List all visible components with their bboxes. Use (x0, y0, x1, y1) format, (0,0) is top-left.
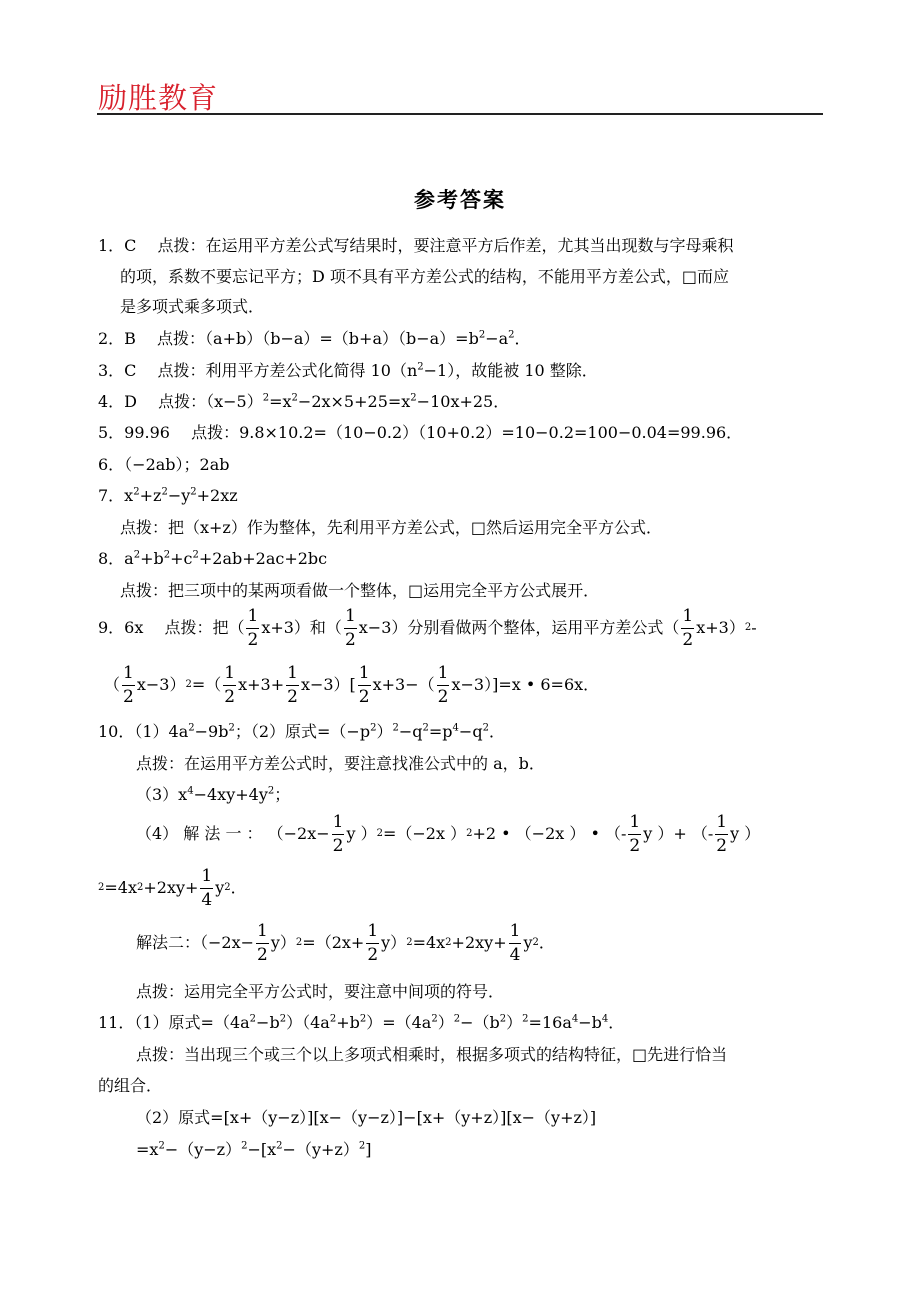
answer-10-part-1-2: 10．$(1)4a^2-9b^2$；（2）原式$=(-p^2)^2-q^2=p^4-q^2$． (98, 722, 505, 741)
answer-6: 6．（−2ab）；2ab (98, 455, 230, 474)
answer-10-method-2: 解法二：（−2x− $\frac{1}{2}$ y） 2 =（2x+ $\frac{1}{2}$ y） 2 =4x 2 +2xy+ $\frac{1}{4}$ y 2 ． (136, 920, 555, 965)
fraction-one-half: $\frac{1}{2}$ (257, 920, 268, 965)
fraction-one-half: $\frac{1}{2}$ (367, 920, 379, 965)
brand-logo-text: 励胜教育 (98, 81, 219, 115)
answer-5: 5．99.96 点拨：9.8×10.2=（10−0.2）（10+0.2）=10−0.2=100−0.04=99.96． (98, 423, 743, 442)
fraction-one-half: $\frac{1}{2}$ (344, 605, 356, 650)
answer-2: 2．B 点拨：$(a+b)(b-a)=(b+a)(b-a)=b^2-a^2$． (98, 329, 531, 348)
answer-10-part-4-line-1: （4） 解 法 一 ： （−2x− $\frac{1}{2}$ y ） 2 =（−2x ） 2 +2 • （−2x ） • （- $\frac{1}{2}$ y ）+ （- $\frac{1}{2}$ y ） (136, 811, 761, 856)
answer-8-note: 点拨：把三项中的某两项看做一个整体，□运用完全平方公式展开． (120, 581, 600, 600)
fraction-one-half: $\frac{1}{2}$ (332, 811, 344, 856)
answer-1-line-1: 1．C 点拨：在运用平方差公式写结果时，要注意平方后作差，尤其当出现数与字母乘积 (98, 236, 734, 255)
answer-11-note-line-1: 点拨：当出现三个或三个以上多项式相乘时，根据多项式的结构特征，□先进行恰当 (136, 1045, 728, 1064)
answer-10-note-1: 点拨：在运用平方差公式时，要注意找准公式中的 a，b． (136, 754, 545, 773)
answer-11-part-2-step: $=x^2-(y-z)^2-[x^2-(y+z)^2]$ (136, 1140, 372, 1159)
fraction-one-half: $\frac{1}{2}$ (682, 605, 694, 650)
answer-9-line-2: （ $\frac{1}{2}$ x−3） 2 =（ $\frac{1}{2}$ x+3+ $\frac{1}{2}$ x−3）[ $\frac{1}{2}$ x+3−（ $\frac{1}{2}$ x−3）]=x • 6=6x． (104, 662, 600, 707)
fraction-one-half: $\frac{1}{2}$ (716, 811, 728, 856)
fraction-one-quarter: $\frac{1}{4}$ (201, 865, 213, 910)
fraction-one-half: $\frac{1}{2}$ (224, 662, 236, 707)
answer-11-part-1: 11．（1）原式$=(4a^2-b^2)(4a^2+b^2)=(4a^2)^2-(b^2)^2=16a^4-b^4$． (98, 1013, 625, 1032)
answer-1-line-3: 是多项式乘多项式． (120, 297, 265, 316)
answer-7-note: 点拨：把（x+z）作为整体，先利用平方差公式，□然后运用完全平方公式． (120, 518, 662, 537)
fraction-one-half: $\frac{1}{2}$ (629, 811, 641, 856)
fraction-one-half: $\frac{1}{2}$ (358, 662, 370, 707)
answer-1-line-2: 的项，系数不要忘记平方；D 项不具有平方差公式的结构，不能用平方差公式，□而应 (120, 267, 730, 286)
answer-11-part-2: （2）原式=[x+（y−z）][x−（y−z）]−[x+（y+z）][x−（y+z）] (136, 1108, 597, 1127)
answer-9-line-1: 9．6x 点拨：把（ $\frac{1}{2}$ x+3）和（ $\frac{1}{2}$ x−3）分别看做两个整体，运用平方差公式（ $\frac{1}{2}$ x+3） 2 - (98, 605, 757, 650)
fraction-one-half: $\frac{1}{2}$ (287, 662, 298, 707)
fraction-one-quarter: $\frac{1}{4}$ (509, 920, 521, 965)
answer-10-part-4-line-2: 2 =4x 2 +2xy+ $\frac{1}{4}$ y 2 ． (98, 865, 247, 910)
answer-10-note-2: 点拨：运用完全平方公式时，要注意中间项的符号． (136, 982, 505, 1001)
header-rule (97, 113, 823, 115)
answer-8: 8．$a^2+b^2+c^2+2ab+2ac+2bc$ (98, 549, 328, 568)
fraction-one-half: $\frac{1}{2}$ (123, 662, 134, 707)
answer-7: 7．$x^2+z^2-y^2+2xz$ (98, 486, 238, 505)
answer-11-note-line-2: 的组合． (98, 1076, 163, 1095)
answer-10-part-3: $(3)x^4-4xy+4y^2$； (136, 785, 291, 804)
fraction-one-half: $\frac{1}{2}$ (437, 662, 449, 707)
fraction-one-half: $\frac{1}{2}$ (247, 605, 259, 650)
answer-4: 4．D 点拨：$(x-5)^2=x^2-2x\times 5+25=x^2-10x+25$． (98, 392, 510, 411)
page-title: 参考答案 (414, 188, 506, 212)
answer-3: 3．C 点拨：利用平方差公式化简得 $10(n^2-1)$，故能被 10 整除． (98, 361, 598, 380)
